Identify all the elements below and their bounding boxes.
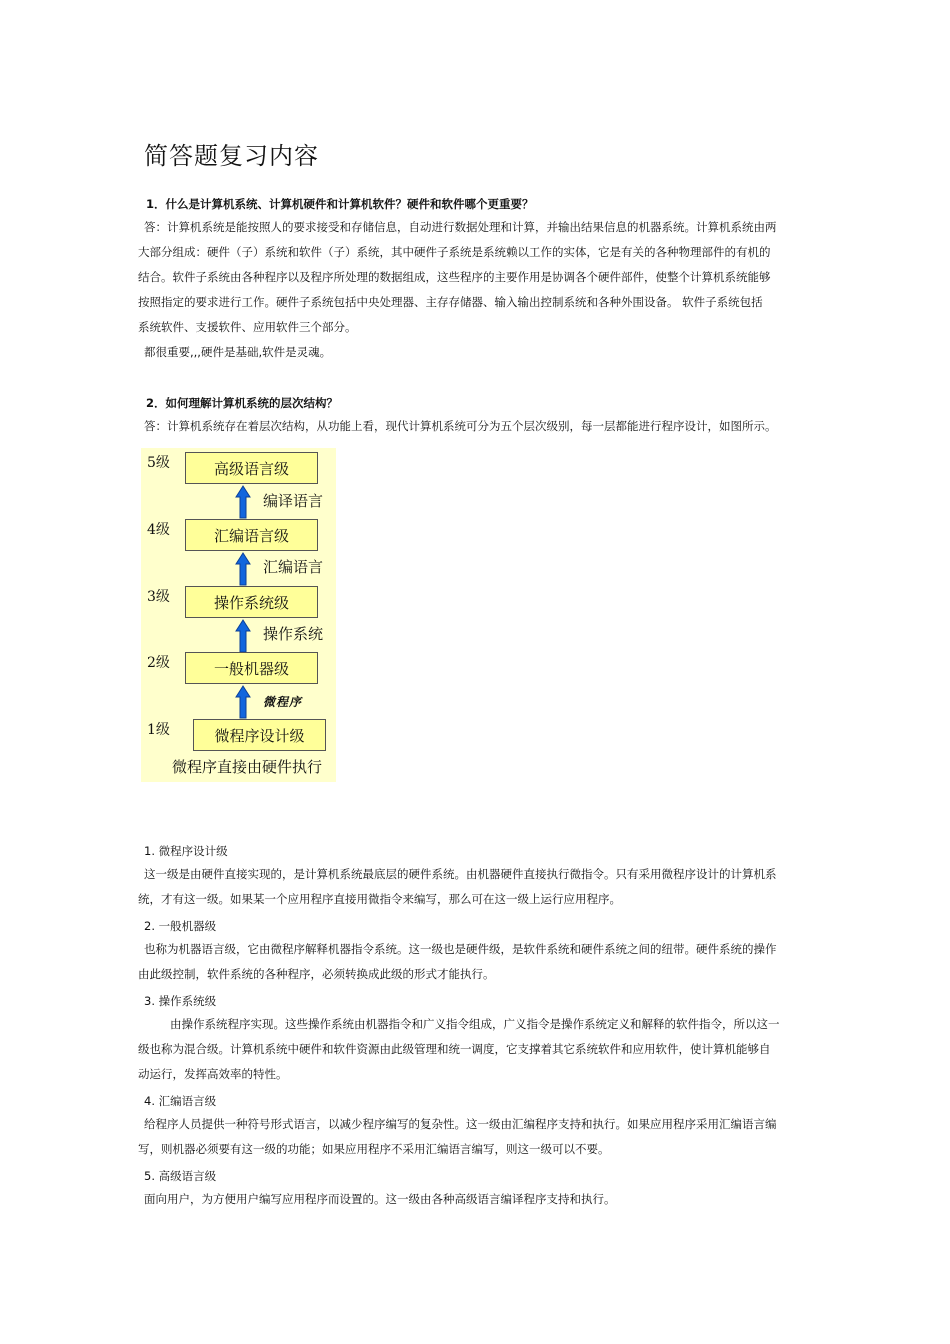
answer-line: 结合。软件子系统由各种程序以及程序所处理的数据组成，这些程序的主要作用是协调各个硬件部件，使整个计算机系统能够 — [138, 270, 771, 284]
up-arrow-icon — [235, 685, 251, 719]
level-label: 1级 — [147, 722, 170, 738]
item-line: 由操作系统程序实现。这些操作系统由机器指令和广义指令组成，广义指令是操作系统定义和解释的软件指令，所以这一 — [170, 1017, 780, 1031]
level-box: 一般机器级 — [185, 652, 318, 684]
item-body — [138, 937, 818, 987]
item-body — [138, 1187, 818, 1212]
item-title: 2. 一般机器级 — [144, 919, 217, 933]
item-line: 也称为机器语言级，它由微程序解释机器指令系统。这一级也是硬件级，是软件系统和硬件系统之间的纽带。硬件系统的操作 — [144, 942, 777, 956]
up-arrow-icon — [235, 485, 251, 519]
answer-line: 都很重要,,,硬件是基础,软件是灵魂。 — [144, 345, 332, 359]
item-line: 由此级控制，软件系统的各种程序，必须转换成此级的形式才能执行。 — [138, 967, 495, 981]
item-title: 1. 微程序设计级 — [144, 844, 228, 858]
question-2-answer: 答：计算机系统存在着层次结构，从功能上看，现代计算机系统可分为五个层次级别，每一层都能进行程序设计，如图所示。 — [144, 419, 777, 433]
item-line: 面向用户，为方便用户编写应用程序而设置的。这一级由各种高级语言编译程序支持和执行。 — [144, 1192, 616, 1206]
item-title: 4. 汇编语言级 — [144, 1094, 217, 1108]
level-label: 4级 — [147, 522, 170, 538]
item-line: 动运行，发挥高效率的特性。 — [138, 1067, 288, 1081]
question-1-heading: 1．什么是计算机系统、计算机硬件和计算机软件？硬件和软件哪个更重要？ — [146, 197, 534, 211]
level-box: 高级语言级 — [185, 452, 318, 484]
level-box: 操作系统级 — [185, 586, 318, 618]
layer-diagram — [141, 448, 336, 782]
item-body — [138, 1112, 818, 1162]
item-body — [138, 862, 818, 912]
answer-line: 系统软件、支援软件、应用软件三个部分。 — [138, 320, 357, 334]
item-line: 这一级是由硬件直接实现的，是计算机系统最底层的硬件系统。由机器硬件直接执行微指令。只有采用微程序设计的计算机系 — [144, 867, 777, 881]
answer-line: 按照指定的要求进行工作。硬件子系统包括中央处理器、主存存储器、输入输出控制系统和各种外围设备。 软件子系统包括 — [138, 295, 763, 309]
transition-label: 微程序 — [263, 695, 303, 709]
item-line: 给程序人员提供一种符号形式语言，以减少程序编写的复杂性。这一级由汇编程序支持和执行。如果应用程序采用汇编语言编 — [144, 1117, 777, 1131]
up-arrow-icon — [235, 552, 251, 586]
item-line: 写，则机器必须要有这一级的功能；如果应用程序不采用汇编语言编写，则这一级可以不要。 — [138, 1142, 610, 1156]
item-body — [138, 1012, 818, 1087]
item-line: 统，才有这一级。如果某一个应用程序直接用微指令来编写，那么可在这一级上运行应用程序。 — [138, 892, 621, 906]
level-label: 2级 — [147, 655, 170, 671]
level-label: 3级 — [147, 589, 170, 605]
up-arrow-icon — [235, 619, 251, 653]
item-title: 5. 高级语言级 — [144, 1169, 217, 1183]
item-title: 3. 操作系统级 — [144, 994, 217, 1008]
question-1-answer — [138, 215, 818, 365]
page-title: 简答题复习内容 — [144, 142, 319, 170]
transition-label: 汇编语言 — [263, 558, 324, 576]
diagram-caption: 微程序直接由硬件执行 — [172, 758, 323, 776]
level-label: 5级 — [147, 455, 170, 471]
level-box: 微程序设计级 — [193, 719, 326, 751]
transition-label: 操作系统 — [263, 625, 324, 643]
question-2-heading: 2．如何理解计算机系统的层次结构？ — [146, 396, 338, 410]
level-box: 汇编语言级 — [185, 519, 318, 551]
item-line: 级也称为混合级。计算机系统中硬件和软件资源由此级管理和统一调度，它支撑着其它系统软件和应用软件，使计算机能够自 — [138, 1042, 771, 1056]
transition-label: 编译语言 — [263, 492, 324, 510]
answer-line: 大部分组成：硬件（子）系统和软件（子）系统，其中硬件子系统是系统赖以工作的实体，它是有关的各种物理部件的有机的 — [138, 245, 771, 259]
answer-line: 答：计算机系统是能按照人的要求接受和存储信息，自动进行数据处理和计算，并输出结果信息的机器系统。计算机系统由两 — [144, 220, 777, 234]
